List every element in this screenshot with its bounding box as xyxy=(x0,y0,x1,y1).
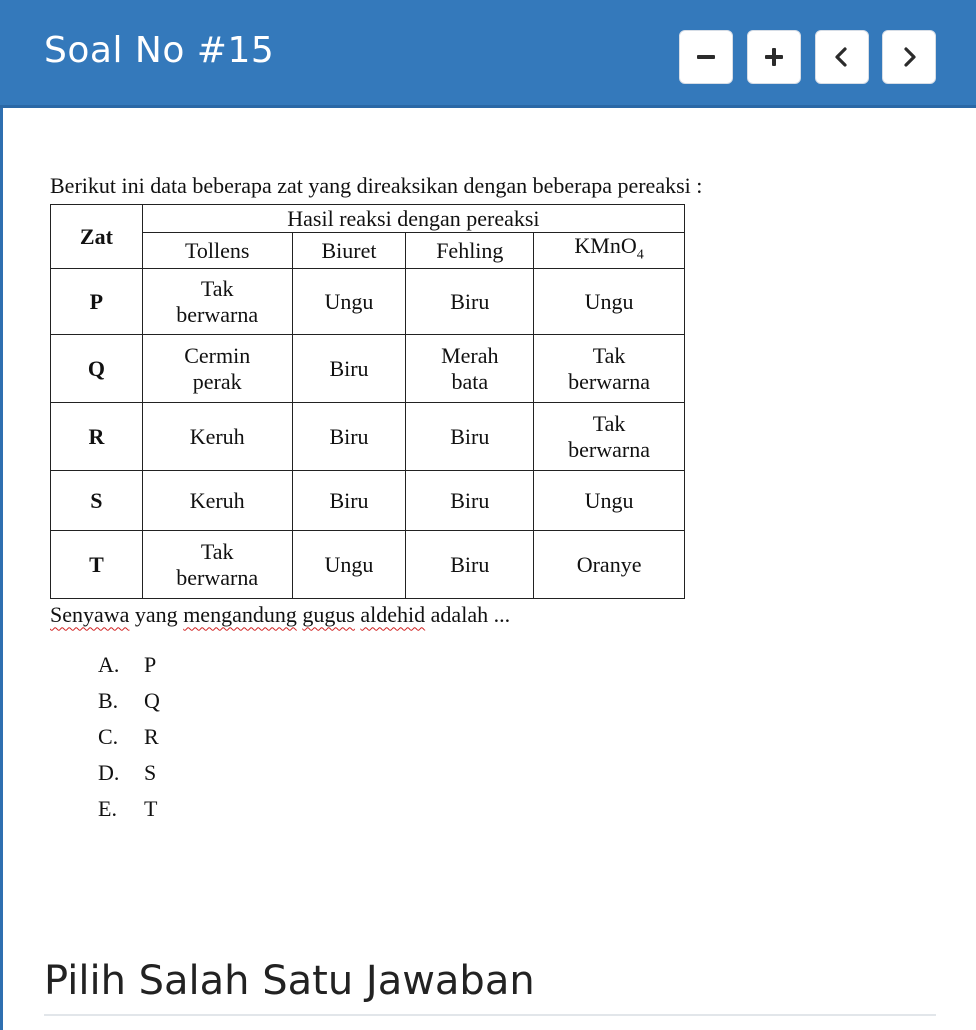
cell-tollens xyxy=(142,335,292,403)
question-prompt xyxy=(50,601,940,629)
cell-fehling xyxy=(406,269,534,335)
reagent-header-fehling: Fehling xyxy=(406,233,534,269)
reagent-header-tollens: Tollens xyxy=(142,233,292,269)
kmno4-formula: KMnO xyxy=(574,233,637,258)
answer-option[interactable] xyxy=(98,683,940,719)
cell-line: Merah xyxy=(441,342,499,368)
cell-tollens xyxy=(142,471,292,531)
zoom-in-button[interactable] xyxy=(747,30,801,84)
zat-header: Zat xyxy=(51,205,143,269)
cell-tollens xyxy=(142,403,292,471)
cell-tollens xyxy=(142,531,292,599)
cell-line: Tak xyxy=(592,342,626,368)
plus-icon xyxy=(763,46,785,68)
answer-option[interactable] xyxy=(98,791,940,827)
cell-fehling xyxy=(406,531,534,599)
prompt-part: aldehid xyxy=(360,602,426,628)
chevron-right-icon xyxy=(898,46,920,68)
cell-line: Oranye xyxy=(576,551,642,577)
cell-line: berwarna xyxy=(176,301,259,327)
cell-line: Biru xyxy=(450,288,490,314)
table-row xyxy=(51,403,685,471)
option-letter: D. xyxy=(98,760,120,786)
option-text: P xyxy=(144,652,157,678)
cell-fehling xyxy=(406,335,534,403)
reagent-header-kmno4 xyxy=(534,233,685,269)
reaction-table xyxy=(50,204,685,599)
cell-line: Ungu xyxy=(584,487,634,513)
cell-zat: R xyxy=(51,403,143,471)
cell-line: Cermin xyxy=(184,342,251,368)
cell-line: Tak xyxy=(200,275,234,301)
previous-button[interactable] xyxy=(815,30,869,84)
cell-line: berwarna xyxy=(568,436,651,462)
answer-option[interactable] xyxy=(98,647,940,683)
cell-line: Tak xyxy=(592,410,626,436)
question-content xyxy=(50,172,940,827)
kmno4-subscript: 4 xyxy=(636,247,644,263)
cell-kmno4 xyxy=(534,335,685,403)
cell-zat: Q xyxy=(51,335,143,403)
next-button[interactable] xyxy=(882,30,936,84)
choose-answer-prompt: Pilih Salah Satu Jawaban xyxy=(44,958,535,1004)
option-letter: A. xyxy=(98,652,120,678)
prompt-part: adalah ... xyxy=(425,602,511,628)
cell-biuret: Ungu xyxy=(292,531,406,599)
cell-line: Ungu xyxy=(584,288,634,314)
option-letter: B. xyxy=(98,688,119,714)
question-intro: Berikut ini data beberapa zat yang direaksikan dengan beberapa pereaksi : xyxy=(50,173,703,198)
cell-line: berwarna xyxy=(568,368,651,394)
cell-zat: P xyxy=(51,269,143,335)
answer-option[interactable] xyxy=(98,719,940,755)
option-text: Q xyxy=(144,688,160,714)
cell-kmno4 xyxy=(534,531,685,599)
cell-kmno4 xyxy=(534,269,685,335)
cell-tollens xyxy=(142,269,292,335)
cell-biuret: Biru xyxy=(292,335,406,403)
cell-fehling xyxy=(406,471,534,531)
reagent-group-header: Hasil reaksi dengan pereaksi xyxy=(142,205,684,233)
reagent-header-biuret: Biuret xyxy=(292,233,406,269)
cell-line: Tak xyxy=(200,538,234,564)
cell-line: Keruh xyxy=(189,487,245,513)
prompt-part: Senyawa xyxy=(50,602,130,628)
zoom-out-button[interactable] xyxy=(679,30,733,84)
option-text: R xyxy=(144,724,159,750)
cell-line: perak xyxy=(192,368,242,394)
minus-icon xyxy=(695,46,717,68)
table-body xyxy=(51,269,685,599)
prompt-part: mengandung xyxy=(183,602,297,628)
cell-line: Biru xyxy=(450,487,490,513)
question-header xyxy=(0,0,976,108)
table-row xyxy=(51,335,685,403)
answer-option[interactable] xyxy=(98,755,940,791)
prompt-part: gugus xyxy=(302,602,355,628)
cell-line: bata xyxy=(451,368,489,394)
cell-biuret: Biru xyxy=(292,403,406,471)
chevron-left-icon xyxy=(831,46,853,68)
cell-biuret: Ungu xyxy=(292,269,406,335)
cell-biuret: Biru xyxy=(292,471,406,531)
cell-kmno4 xyxy=(534,471,685,531)
cell-line: Keruh xyxy=(189,423,245,449)
option-letter: C. xyxy=(98,724,119,750)
cell-zat: T xyxy=(51,531,143,599)
cell-line: Biru xyxy=(450,423,490,449)
prompt-part: yang xyxy=(129,602,184,628)
option-text: T xyxy=(144,796,158,822)
table-row xyxy=(51,531,685,599)
cell-line: Biru xyxy=(450,551,490,577)
cell-zat: S xyxy=(51,471,143,531)
cell-line: berwarna xyxy=(176,564,259,590)
answer-options xyxy=(98,647,940,827)
option-text: S xyxy=(144,760,157,786)
option-letter: E. xyxy=(98,796,117,822)
cell-fehling xyxy=(406,403,534,471)
table-row xyxy=(51,269,685,335)
footer-divider xyxy=(44,1014,936,1016)
question-number-title: Soal No #15 xyxy=(44,30,275,71)
table-row xyxy=(51,471,685,531)
cell-kmno4 xyxy=(534,403,685,471)
